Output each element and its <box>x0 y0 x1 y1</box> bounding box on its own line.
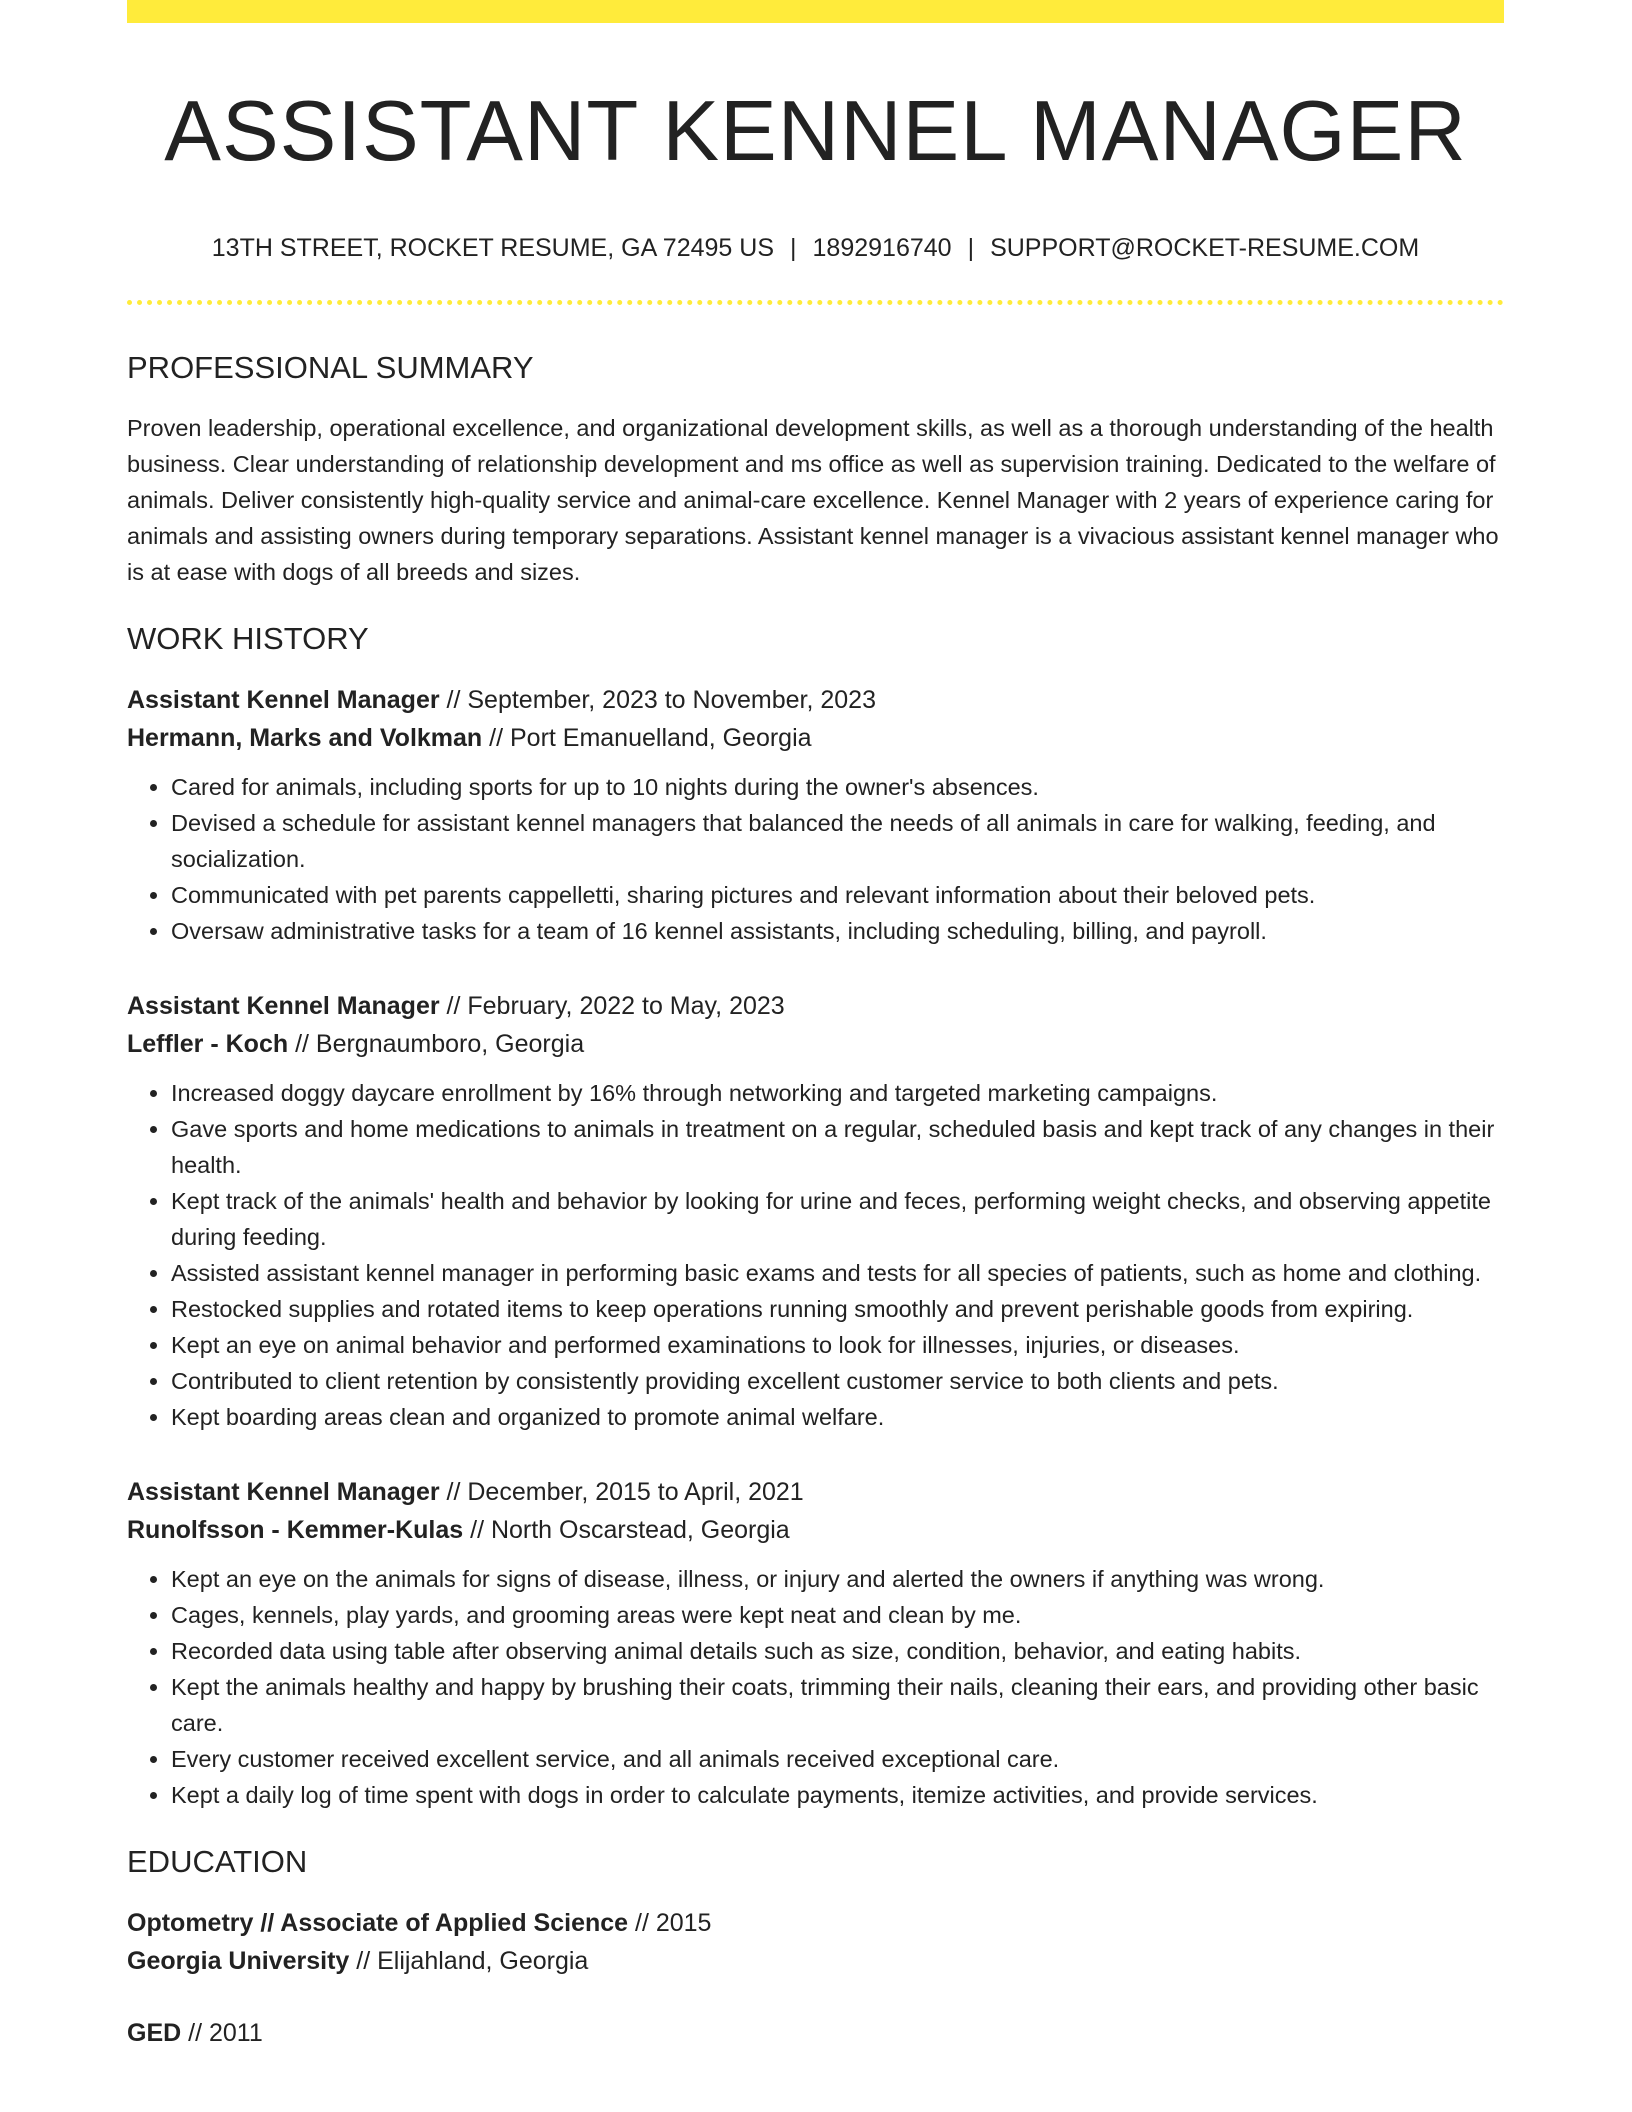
job-bullets <box>127 1561 1504 1813</box>
job-entry <box>127 1473 1504 1813</box>
bullet-item: • Kept the animals healthy and happy by brushing their coats, trimming their nails, cleaning their ears, and providing other basic care. <box>171 1669 1504 1741</box>
resume-title: ASSISTANT KENNEL MANAGER <box>164 84 1467 179</box>
job-dates: // December, 2015 to April, 2021 <box>439 1477 804 1506</box>
contact-address: 13TH STREET, ROCKET RESUME, GA 72495 US <box>211 233 775 262</box>
contact-phone: 1892916740 <box>812 233 952 262</box>
job-role-line <box>127 681 1504 719</box>
job-role: Assistant Kennel Manager <box>127 991 440 1020</box>
bullet-item: • Contributed to client retention by consistently providing excellent customer service to both clients and pets. <box>171 1363 1504 1399</box>
bullet-item: • Increased doggy daycare enrollment by 16% through networking and targeted marketing campaigns. <box>171 1075 1504 1111</box>
education-entry <box>127 2014 1504 2052</box>
job-location: // Bergnaumboro, Georgia <box>288 1029 585 1058</box>
bullet-item: • Kept a daily log of time spent with dogs in order to calculate payments, itemize activities, and provide services. <box>171 1777 1504 1813</box>
section-title-work-history: WORK HISTORY <box>127 620 369 656</box>
bullet-item: • Devised a schedule for assistant kennel managers that balanced the needs of all animals in care for walking, feeding, and socialization. <box>171 805 1504 877</box>
education-location: // Elijahland, Georgia <box>349 1947 589 1976</box>
education-degree-line <box>127 2014 1504 2052</box>
bullet-item: • Gave sports and home medications to animals in treatment on a regular, scheduled basis and kept track of any changes in their health. <box>171 1111 1504 1183</box>
job-company: Runolfsson - Kemmer-Kulas <box>127 1515 464 1544</box>
bullet-item: • Communicated with pet parents cappelletti, sharing pictures and relevant information about their beloved pets. <box>171 877 1504 913</box>
contact-email: SUPPORT@ROCKET-RESUME.COM <box>990 233 1420 262</box>
accent-bar <box>127 0 1504 23</box>
education-degree: Optometry // Associate of Applied Science <box>127 1909 629 1938</box>
education-entry <box>127 1904 1504 1980</box>
education-year: // 2011 <box>181 2019 263 2048</box>
bullet-item: • Oversaw administrative tasks for a team of 16 kennel assistants, including scheduling, billing, and payroll. <box>171 913 1504 949</box>
bullet-item: • Cared for animals, including sports for up to 10 nights during the owner's absences. <box>171 769 1504 805</box>
job-location: // Port Emanuelland, Georgia <box>482 723 812 752</box>
education-degree-line <box>127 1904 1504 1942</box>
bullet-item: • Every customer received excellent service, and all animals received exceptional care. <box>171 1741 1504 1777</box>
summary-text: Proven leadership, operational excellence, and organizational development skills, as well as a thorough understanding of the health business. Clear understanding of relationship development and ms office as well as supervision training. Dedicated to the welfare of animals. Deliver consistently high-quality service and animal-care excellence. Kennel Manager with 2 years of experience caring for animals and assisting owners during temporary separations. Assistant kennel manager is a vivacious assistant kennel manager who is at ease with dogs of all breeds and sizes. <box>127 414 1499 585</box>
job-dates: // February, 2022 to May, 2023 <box>439 991 785 1020</box>
bullet-item: • Assisted assistant kennel manager in performing basic exams and tests for all species of patients, such as home and clothing. <box>171 1255 1504 1291</box>
job-bullets <box>127 769 1504 949</box>
job-company-line <box>127 1025 1504 1063</box>
section-title-summary: PROFESSIONAL SUMMARY <box>127 349 534 385</box>
contact-separator: | <box>790 233 797 262</box>
bullet-item: • Kept an eye on the animals for signs of disease, illness, or injury and alerted the owners if anything was wrong. <box>171 1561 1504 1597</box>
job-company-line <box>127 719 1504 757</box>
resume-page <box>127 0 1504 2052</box>
job-dates: // September, 2023 to November, 2023 <box>439 685 876 714</box>
education-degree: GED <box>127 2019 182 2048</box>
education-year: // 2015 <box>628 1909 712 1938</box>
job-bullets <box>127 1075 1504 1435</box>
job-role: Assistant Kennel Manager <box>127 1477 440 1506</box>
job-company: Leffler - Koch <box>127 1029 289 1058</box>
job-role: Assistant Kennel Manager <box>127 685 440 714</box>
bullet-item: • Kept track of the animals' health and behavior by looking for urine and feces, performing weight checks, and observing appetite during feeding. <box>171 1183 1504 1255</box>
job-role-line <box>127 1473 1504 1511</box>
contact-line <box>127 234 1504 263</box>
bullet-item: • Kept boarding areas clean and organized to promote animal welfare. <box>171 1399 1504 1435</box>
job-role-line <box>127 987 1504 1025</box>
job-company: Hermann, Marks and Volkman <box>127 723 483 752</box>
job-entry <box>127 987 1504 1435</box>
bullet-item: • Cages, kennels, play yards, and grooming areas were kept neat and clean by me. <box>171 1597 1504 1633</box>
job-location: // North Oscarstead, Georgia <box>463 1515 790 1544</box>
education-school: Georgia University <box>127 1947 350 1976</box>
bullet-item: • Restocked supplies and rotated items to keep operations running smoothly and prevent perishable goods from expiring. <box>171 1291 1504 1327</box>
bullet-item: • Recorded data using table after observing animal details such as size, condition, behavior, and eating habits. <box>171 1633 1504 1669</box>
contact-separator: | <box>967 233 975 262</box>
bullet-item: • Kept an eye on animal behavior and performed examinations to look for illnesses, injuries, or diseases. <box>171 1327 1504 1363</box>
job-entry <box>127 681 1504 949</box>
section-title-education: EDUCATION <box>127 1843 308 1879</box>
job-company-line <box>127 1511 1504 1549</box>
dotted-divider <box>127 300 1504 305</box>
education-school-line <box>127 1942 1504 1980</box>
